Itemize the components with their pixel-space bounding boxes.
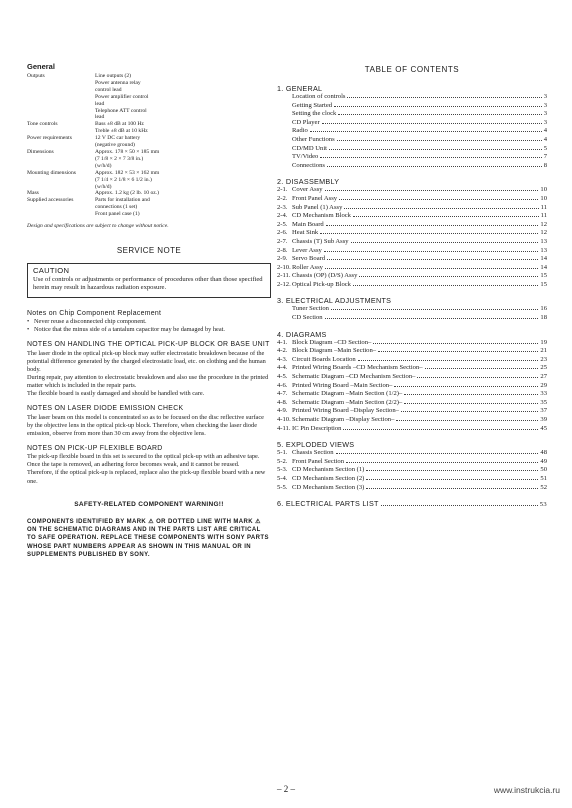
toc-item-label: Schematic Diagram –Main Section (1/2)– [292,390,403,398]
toc-item-number: 4-7. [277,390,288,398]
toc-page-number: 3 [543,93,547,100]
toc-item-label: Lever Assy [292,246,322,254]
spec-value: Bass ±8 dB at 100 Hz [95,121,144,128]
toc-item-number: 2-9. [277,255,288,263]
toc-item-label: IC Pin Description [292,424,342,432]
toc-page-number: 37 [540,407,547,415]
spec-label: Mounting dimensions [27,169,76,176]
toc-item [277,399,547,408]
toc-leader-dots [396,420,538,421]
toc-page-number: 18 [540,314,547,322]
toc-item-number: 4-3. [277,355,288,363]
toc-item [277,475,547,484]
toc-item [277,305,547,314]
toc-item-number: 4-10. [277,416,291,423]
spec-value: Approx. 182 × 53 × 162 mm [95,169,160,176]
toc-item-label: Connections [292,161,325,169]
toc-leader-dots [366,470,538,471]
spec-value: control lead [95,86,122,93]
toc-item-label: Chassis Section [292,449,334,457]
toc-item-number: 5-2. [277,457,288,465]
toc-page-number: 10 [540,186,547,194]
toc-page-number: 10 [540,194,547,202]
toc-item-number: 2-4. [277,212,288,220]
toc-item [277,238,547,247]
toc-page-number: 3 [543,118,547,126]
toc-leader-dots [325,318,539,319]
toc-list [277,84,547,509]
spec-value: (7 1/8 × 2 × 7 3/8 in.) [95,155,144,162]
toc-page-number: 48 [540,449,547,457]
spec-value: connections (1 set) [95,204,138,211]
toc-item-label: Optical Pick-up Block [292,280,351,288]
spec-values [95,121,271,135]
spec-row [27,149,271,170]
toc-item [277,449,547,458]
toc-leader-dots [366,479,538,480]
toc-item-number: 4-6. [277,381,288,389]
toc-leader-dots [378,351,538,352]
toc-page-number: 23 [540,355,547,363]
spec-row [27,121,271,135]
toc-item [277,339,547,348]
toc-page-number: 7 [543,153,547,161]
toc-leader-dots [325,190,539,191]
toc-item [277,153,547,162]
toc-item-number: 4-4. [277,364,288,372]
flex-board-title: NOTES ON PICK-UP FLEXIBLE BOARD [27,444,163,452]
toc-leader-dots [344,208,538,209]
toc-page-number: 4 [543,127,547,135]
toc-leader-dots [336,453,539,454]
toc-item [277,416,547,425]
safety-text: COMPONENTS IDENTIFIED BY MARK ⚠ OR DOTTED LINE WITH MARK ⚠ ON THE SCHEMATIC DIAGRAMS AND IN THE PARTS LIST ARE CRITICAL TO SAFE OPERATION. REPLACE THESE COMPONENTS WITH SONY PARTS WHOSE PART NUMBERS APPEAR AS SHOWN IN THIS MANUAL OR IN SUPPLEMENTS PUBLISHED BY SONY. [27,518,269,559]
spec-label: Outputs [27,73,45,79]
toc-page-number: 49 [540,457,547,465]
toc-page-number: 27 [540,373,547,381]
toc-item [277,382,547,391]
toc-leader-dots [327,259,538,260]
toc-item-label: CD Section [292,314,323,322]
toc-page-number: 3 [543,101,547,109]
spec-values [95,135,271,149]
toc-item-label: Printed Wiring Board –Display Section– [292,407,399,415]
chip-note-item: • Notice that the minus side of a tantalum capacitor may be damaged by heat. [27,326,225,334]
spec-values [95,149,271,170]
toc-item-label: Heat Sink [292,229,319,237]
toc-item-label: Setting the clock [292,110,337,118]
toc-page-number: 15 [540,272,547,280]
toc-leader-dots [353,216,539,217]
toc-item-number: 4-1. [277,338,288,346]
handling-title: NOTES ON HANDLING THE OPTICAL PICK-UP BLOCK OR BASE UNIT [27,341,270,349]
toc-item [277,484,547,493]
caution-text: Use of controls or adjustments or performance of procedures other than those specified herein may result in hazardous radiation exposure. [33,276,263,292]
spec-row [27,197,271,218]
toc-page-number: 3 [543,110,547,118]
general-title: General [27,62,55,71]
toc-item [277,272,547,281]
toc-page-number: 12 [540,220,547,228]
spec-value: (w/h/d) [95,162,112,169]
toc-section-label: 6. ELECTRICAL PARTS LIST [277,499,379,509]
toc-item-number: 2-3. [277,203,288,211]
toc-leader-dots [351,242,539,243]
spec-note: Design and specifications are subject to change without notice. [27,223,169,230]
toc-item-number: 5-1. [277,449,288,457]
toc-item-number: 4-11. [277,424,291,432]
toc-leader-dots [325,268,538,269]
spec-label: Dimensions [27,148,54,155]
toc-item-label: Cover Assy [292,186,323,194]
toc-page-number: 13 [540,237,547,245]
toc-page-number: 35 [540,398,547,406]
toc-page-number: 33 [540,390,547,398]
spec-value: (7 1/4 × 2 1/8 × 6 1/2 in.) [95,176,152,183]
toc-item-label: Getting Started [292,101,333,109]
spec-values [95,197,271,218]
toc-leader-dots [320,157,541,158]
toc-leader-dots [337,140,542,141]
toc-section-heading: 3. ELECTRICAL ADJUSTMENTS [277,296,392,306]
toc-page-number: 13 [540,246,547,254]
toc-item-label: Circuit Boards Location [292,355,356,363]
toc-item-number: 5-3. [277,466,288,474]
spec-value: Parts for installation and [95,197,150,204]
flex-board-paragraph: The pick-up flexible board in this set is secured to the optical pick-up with an adhesive tape. Once the tape is removed, an adhering force becomes weak, and it cannot be reused. [27,453,260,469]
toc-page-number: 16 [540,305,547,313]
toc-item-label: CD Mechanism Block [292,212,351,220]
toc-item-number: 2-11. [277,272,291,280]
toc-item [277,221,547,230]
toc-item [277,186,547,195]
toc-leader-dots [347,97,541,98]
toc-leader-dots [366,488,538,489]
flex-board-paragraph: Therefore, if the optical pick-up is replaced, replace also the pick-up flexible board with a new one. [27,469,266,485]
toc-leader-dots [339,199,538,200]
bullet-mark: • [27,326,30,334]
handling-paragraph: During repair, pay attention to electrostatic breakdown and also use the procedure in the printed matter which is included in the repair parts. [27,373,269,390]
toc-item [277,162,547,171]
toc-item [277,407,547,416]
toc-item [277,364,547,373]
toc-leader-dots [373,343,538,344]
spec-label: Tone controls [27,121,58,128]
toc-page-number: 15 [540,280,547,288]
spec-row [27,170,271,191]
toc-page-number: 53 [539,501,547,509]
service-note-title: SERVICE NOTE [116,246,182,256]
toc-item-label: CD Mechanism Section (3) [292,483,365,491]
toc-page-number: 21 [540,347,547,355]
toc-page-number: 29 [540,381,547,389]
spec-label: Mass [27,190,39,197]
toc-leader-dots [324,251,539,252]
toc-item [277,255,547,264]
toc-item [277,281,547,290]
toc-page-number: 8 [543,161,547,169]
toc-leader-dots [394,386,538,387]
toc-item-label: Chassis (T) Sub Assy [292,237,349,245]
spec-value: 12 V DC car battery [95,135,141,142]
toc-leader-dots [320,233,538,234]
toc-item-number: 4-9. [277,407,288,415]
caution-title: CAUTION [33,266,70,276]
toc-item-label: Sub Panel (1) Assy [292,203,343,211]
toc-item-number: 4-5. [277,373,288,381]
toc-leader-dots [358,360,539,361]
caution-box [27,263,271,298]
toc-item [277,110,547,119]
toc-page-number: 11 [540,212,547,220]
laser-check-title: NOTES ON LASER DIODE EMISSION CHECK [27,405,184,413]
toc-leader-dots [329,149,542,150]
laser-check-paragraph: The laser beam on this model is concentrated so as to be focused on the disc reflective surface by the objective lens in the optical pick-up block. Therefore, when checking the laser diode emission, observe from more than 30 cm away from the objective lens. [27,413,264,437]
toc-item-label: Radio [292,127,308,135]
toc-item-label: Servo Board [292,255,326,263]
toc-item [277,145,547,154]
toc-page-number: 11 [540,203,547,211]
toc-item-label: CD Player [292,118,320,126]
toc-item-number: 2-2. [277,194,288,202]
toc-leader-dots [331,309,538,310]
spec-value: Telephone ATT control [95,107,147,114]
toc-item-number: 2-12. [277,280,291,288]
toc-leader-dots [343,429,538,430]
toc-leader-dots [310,131,542,132]
spec-list [27,73,271,218]
spec-value: Approx. 178 × 50 × 185 mm [95,148,160,155]
toc-item-label: Schematic Diagram –Display Section– [292,416,395,423]
toc-item-number: 2-10. [277,263,291,271]
safety-title: SAFETY-RELATED COMPONENT WARNING!! [74,500,224,508]
toc-item-number: 5-4. [277,474,288,482]
toc-leader-dots [326,225,539,226]
toc-item-number: 2-1. [277,186,288,194]
spec-value: Power amplifier control [95,93,149,100]
toc-item-label: Front Panel Section [292,457,345,465]
spec-row [27,135,271,149]
toc-section-heading: 2. DISASSEMBLY [277,177,340,187]
toc-page-number: 25 [540,364,547,372]
toc-page-number: 45 [540,424,547,432]
toc-item-label: CD Mechanism Section (1) [292,466,365,474]
toc-item-label: Roller Assy [292,263,323,271]
spec-value: (negative ground) [95,142,135,149]
toc-item [277,127,547,136]
toc-item [277,373,547,382]
toc-leader-dots [404,403,538,404]
toc-leader-dots [327,166,542,167]
toc-item [277,356,547,365]
toc-leader-dots [334,106,542,107]
chip-notes-title: Notes on Chip Component Replacement [27,309,162,317]
toc-item-label: Tuner Section [292,305,329,313]
toc-item [277,264,547,273]
toc-item [277,195,547,204]
toc-leader-dots [353,285,538,286]
toc-item [277,136,547,145]
spec-value: Treble ±8 dB at 10 kHz [95,128,148,135]
spec-values [95,170,271,191]
toc-item-label: Chassis (OP) (D/S) Assy [292,272,358,280]
toc-item-number: 2-6. [277,229,288,237]
toc-item [277,204,547,213]
toc-leader-dots [346,462,538,463]
toc-page-number: 50 [540,466,547,474]
toc-section-heading: 1. GENERAL [277,84,323,93]
toc-section-heading [277,499,547,509]
toc-page-number: 12 [540,229,547,237]
spec-row [27,73,271,121]
toc-item-label: Block Diagram –Main Section– [292,347,377,355]
toc-item [277,466,547,475]
toc-item-label: Schematic Diagram –CD Mechanism Section– [292,373,416,381]
toc-item [277,458,547,467]
toc-page-number: 4 [543,135,547,143]
toc-item-label: Location of controls [292,93,346,100]
handling-paragraph: The flexible board is easily damaged and should be handled with care. [27,390,205,398]
toc-item-label: CD/MD Unit [292,144,327,152]
spec-value: lead [95,100,105,107]
toc-item-number: 4-2. [277,347,288,355]
toc-item [277,93,547,102]
spec-value: lead [95,114,105,121]
toc-leader-dots [425,368,539,369]
toc-item-number: 5-5. [277,483,288,491]
toc-item-label: Main Board [292,220,324,228]
page-number: – 2 – [277,784,295,794]
toc-item-label: Block Diagram –CD Section– [292,338,372,346]
toc-item-label: Schematic Diagram –Main Section (2/2)– [292,398,403,406]
toc-leader-dots [322,123,542,124]
toc-item-label: CD Mechanism Section (2) [292,474,365,482]
toc-item [277,119,547,128]
toc-item-label: Other Functions [292,135,335,143]
watermark: www.instrukcia.ru [493,785,560,795]
right-column [277,62,547,509]
toc-item [277,102,547,111]
spec-value: Power antenna relay [95,79,141,86]
toc-page-number: 5 [543,144,547,152]
left-column [27,62,271,560]
toc-page-number: 39 [540,416,547,423]
toc-item [277,212,547,221]
toc-leader-dots [359,276,538,277]
toc-leader-dots [338,114,541,115]
toc-leader-dots [381,505,538,506]
toc-item-number: 4-8. [277,398,288,406]
toc-page-number: 51 [540,474,547,482]
spec-value: Approx. 1.2 kg (2 lb. 10 oz.) [95,190,160,197]
toc-leader-dots [404,394,538,395]
toc-item-label: Front Panel Assy [292,194,338,202]
toc-item [277,229,547,238]
toc-page-number: 52 [540,483,547,491]
toc-item-number: 2-7. [277,237,288,245]
spec-value: Line outputs (2) [95,73,132,79]
chip-note-item: • Never reuse a disconnected chip component. [27,318,147,326]
toc-page-number: 19 [540,338,547,346]
bullet-mark: • [27,318,30,326]
toc-section-heading: 5. EXPLODED VIEWS [277,440,355,450]
toc-item [277,425,547,434]
toc-leader-dots [417,377,538,378]
toc-item-label: Printed Wiring Boards –CD Mechanism Section– [292,364,423,372]
toc-item [277,247,547,256]
toc-item-number: 2-8. [277,246,288,254]
toc-item [277,347,547,356]
spec-values [95,73,271,121]
spec-value: Front panel case (1) [95,211,140,218]
spec-value: (w/h/d) [95,183,112,190]
toc-page-number: 14 [540,263,547,271]
toc-item [277,390,547,399]
toc-item [277,314,547,323]
toc-item-label: TV/Video [292,153,319,161]
spec-label: Power requirements [27,135,72,142]
toc-leader-dots [401,411,538,412]
handling-paragraph: The laser diode in the optical pick-up block may suffer electrostatic breakdown because of the potential difference generated by the charged electrostatic load, etc. on clothing and the human body. [27,349,266,373]
toc-page-number: 14 [540,255,547,263]
spec-label: Supplied accessories [27,197,74,204]
toc-title: TABLE OF CONTENTS [364,65,460,74]
toc-section-heading: 4. DIAGRAMS [277,329,327,339]
toc-item-number: 2-5. [277,220,288,228]
toc-item-label: Printed Wiring Board –Main Section– [292,381,393,389]
